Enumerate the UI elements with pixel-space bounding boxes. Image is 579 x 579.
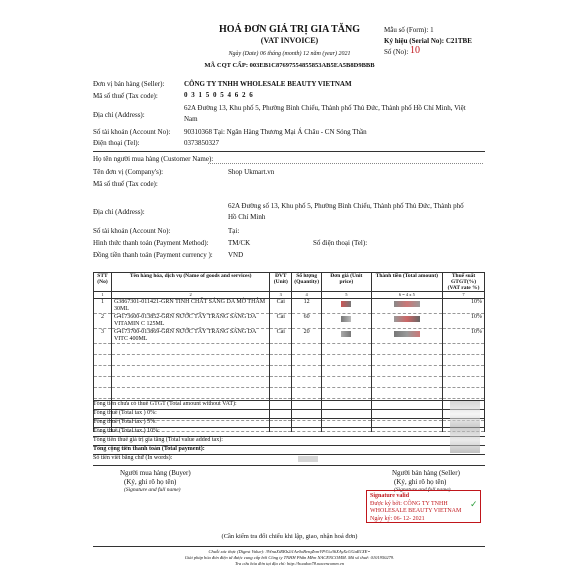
table-row [94,329,485,344]
row-price [322,299,372,314]
company-label: Tên đơn vị (Company's): [93,168,164,176]
col-number: 7 [443,292,485,299]
form-number: Mẫu số (Form): 1 [384,26,434,34]
invoice-title: HOÁ ĐƠN GIÁ TRỊ GIA TĂNG [218,24,361,35]
empty-row [94,355,485,366]
serial-number: Ký hiệu (Serial No): C21TBE [384,37,472,45]
total-vat-amount [93,436,485,445]
cqt-code: MÃ CQT CẤP: 003EB1C87697554855853AB5EA5B8D9BBB [204,62,375,69]
row-name: G3867301-011421-GRN TINH CHẤT SÁNG DA MỜ THÂM 30ML [111,299,269,314]
buyer-signature-sub2: (Signature and full name) [124,487,181,493]
check-note: (Cần kiểm tra đối chiếu khi lập, giao, nhận hoá đơn) [221,533,358,540]
empty-row [94,377,485,388]
row-unit: Cái [270,299,292,314]
blurred-value [341,331,351,337]
total-in-words-label: Số tiền viết bằng chữ (In words): [93,455,173,461]
col-header-no: STT (No) [94,273,112,292]
buyer-account-at: Tại: [228,227,240,235]
col-number: 3 [270,292,292,299]
footer-divider [93,546,485,547]
total-tax-5 [93,418,485,427]
row-rate: 10% [443,299,485,314]
total-tax-0-label: Tổng thuế (Total tax ) 0%: [93,410,157,416]
row-qty: 20 [292,329,322,344]
invoice-subtitle: (VAT INVOICE) [260,36,319,45]
blurred-value [341,316,351,322]
col-number: 4 [292,292,322,299]
row-no: 2 [94,314,112,329]
row-name: G4173600-013852-GRN NƯỚC TẨY TRANG SÁNG DA VITAMIN C 125ML [111,314,269,329]
col-header-unit: ĐVT (Unit) [270,273,292,292]
blurred-value [341,301,351,307]
seller-tax-label: Mã số thuế (Tax code): [93,92,158,100]
total-tax-10 [93,427,485,436]
invoice-date: Ngày (Date) 06 tháng (month) 12 năm (year) 2021 [228,51,351,57]
row-rate: 10% [443,329,485,344]
stamp-line: WHOLESALE BEAUTY VIETNAM [370,508,462,514]
table-row [94,299,485,314]
seller-address-line2: Nam [184,115,198,123]
seller-account: 90310368 Tại: Ngân Hàng Thương Mại Á Châu - CN Sóng Thần [184,128,367,136]
divider [93,151,485,152]
total-vat-amount-label: Tổng tiền thuế giá trị gia tăng (Total value added tax): [93,437,223,443]
dotted-line [208,163,483,164]
blurred-value [394,331,420,337]
col-header-vat: Thuế suất GTGT(%) (VAT rate %) [443,273,485,292]
total-tax-5-label: Tổng thuế (Total tax ) 5%: [93,419,157,425]
col-number: 2 [111,292,269,299]
row-price [322,314,372,329]
seller-signature-sub2: (Signature and full name) [394,487,451,493]
seller-name: CÔNG TY TNHH WHOLESALE BEAUTY VIETNAM [184,80,352,88]
seller-account-label: Số tài khoản (Account No): [93,128,171,136]
row-no: 3 [94,329,112,344]
digest-value: Chuỗi xác thực (Digest Value): 3WnaXiRKb2i1Ae0oBvrqZvmVP/Uu36XAyXcUGaR1XE= [208,549,371,554]
buyer-address-line2: Hồ Chí Minh [228,213,266,221]
total-tax-10-label: Tổng thuế (Total tax ) 10%: [93,428,160,434]
empty-row [94,344,485,355]
buyer-tel-label: Số điện thoại (Tel): [313,239,368,247]
payment-method-label: Hình thức thanh toán (Payment Method): [93,239,209,247]
seller-name-label: Đơn vị bán hàng (Seller): [93,80,165,88]
col-number: 6 = 4 x 5 [371,292,442,299]
buyer-signature-title: Người mua hàng (Buyer) [120,469,191,477]
currency-label: Đồng tiền thanh toán (Payment currency ): [93,251,213,259]
blurred-value [394,316,420,322]
buyer-account-label: Số tài khoản (Account No): [93,227,171,235]
row-rate: 10% [443,314,485,329]
row-amount [371,299,442,314]
row-no: 1 [94,299,112,314]
total-no-vat-label: Tổng tiền chưa có thuế GTGT (Total amount without VAT): [93,401,237,407]
stamp-title: Signature valid [370,493,410,499]
seller-tel: 0373850327 [184,139,219,147]
blurred-value [394,301,420,307]
seller-tax-code: 0 3 1 5 0 5 4 6 2 6 [184,91,254,99]
total-payment [93,445,485,454]
provider-note: Giải pháp hóa đơn điện tử được cung cấp bởi Công ty TNHH Phần Mềm NACENCOMM. Mã số thuế: 0101950279. [184,555,395,560]
row-name: G4173700-013869-GRN NƯỚC TẨY TRANG SÁNG DA VITC 400ML [111,329,269,344]
invoice-no-label: Số (No): [384,48,409,56]
total-in-words [93,454,485,466]
payment-method: TM/CK [228,239,251,247]
row-qty: 12 [292,299,322,314]
col-number: 1 [94,292,112,299]
stamp-line: Ngày ký: 06- 12- 2021 [370,515,425,522]
row-unit: Cái [270,314,292,329]
currency: VND [228,251,244,259]
col-header-qty: Số lượng (Quantity) [292,273,322,292]
seller-signature-sub: (Ký, ghi rõ họ tên) [394,478,447,486]
table-row [94,314,485,329]
stamp-line: Được ký bởi: CÔNG TY TNHH [370,500,448,507]
empty-row [94,366,485,377]
buyer-address-label: Địa chỉ (Address): [93,208,145,216]
seller-address-line1: 62A Đường 13, Khu phố 5, Phường Bình Chiểu, Thành phố Thủ Đức, Thành phố Hồ Chí Minh, Việt [184,104,466,112]
col-header-name: Tên hàng hóa, dịch vụ (Name of goods and services) [111,273,269,292]
column-number-row [94,292,485,299]
invoice-page [88,18,491,573]
col-header-price: Đơn giá (Unit price) [322,273,372,292]
buyer-company: Shop Ukmart.vn [228,168,275,176]
row-amount [371,314,442,329]
col-header-amount: Thành tiền (Total amount) [371,273,442,292]
buyer-address-line1: 62A Đường số 13, Khu phố 5, Phường Bình Chiểu, Thành phố Thủ Đức, Thành phố [228,202,464,210]
table-header-row [94,273,485,292]
invoice-no-value: 10 [410,45,420,56]
col-number: 5 [322,292,372,299]
lookup-note: Tra cứu hóa đơn tại địa chỉ: http://hoadon78.nacencomm.vn [235,561,344,566]
digital-signature-stamp [366,490,481,523]
blurred-words [298,456,318,462]
total-tax-0 [93,409,485,418]
blurred-totals [450,401,480,453]
seller-address-label: Địa chỉ (Address): [93,111,145,119]
total-payment-label: Tổng cộng tiền thanh toán (Total payment): [93,446,205,452]
empty-row [94,388,485,399]
row-price [322,329,372,344]
row-qty: 60 [292,314,322,329]
buyer-tax-label: Mã số thuế (Tax code): [93,180,158,188]
total-no-vat [93,400,485,409]
buyer-signature-sub: (Ký, ghi rõ họ tên) [124,478,177,486]
seller-tel-label: Điện thoại (Tel): [93,139,140,147]
seller-signature-title: Người bán hàng (Seller) [392,469,460,477]
row-amount [371,329,442,344]
customer-name-label: Họ tên người mua hàng (Customer Name): [93,155,214,163]
check-icon: ✓ [470,499,478,509]
row-unit: Cái [270,329,292,344]
